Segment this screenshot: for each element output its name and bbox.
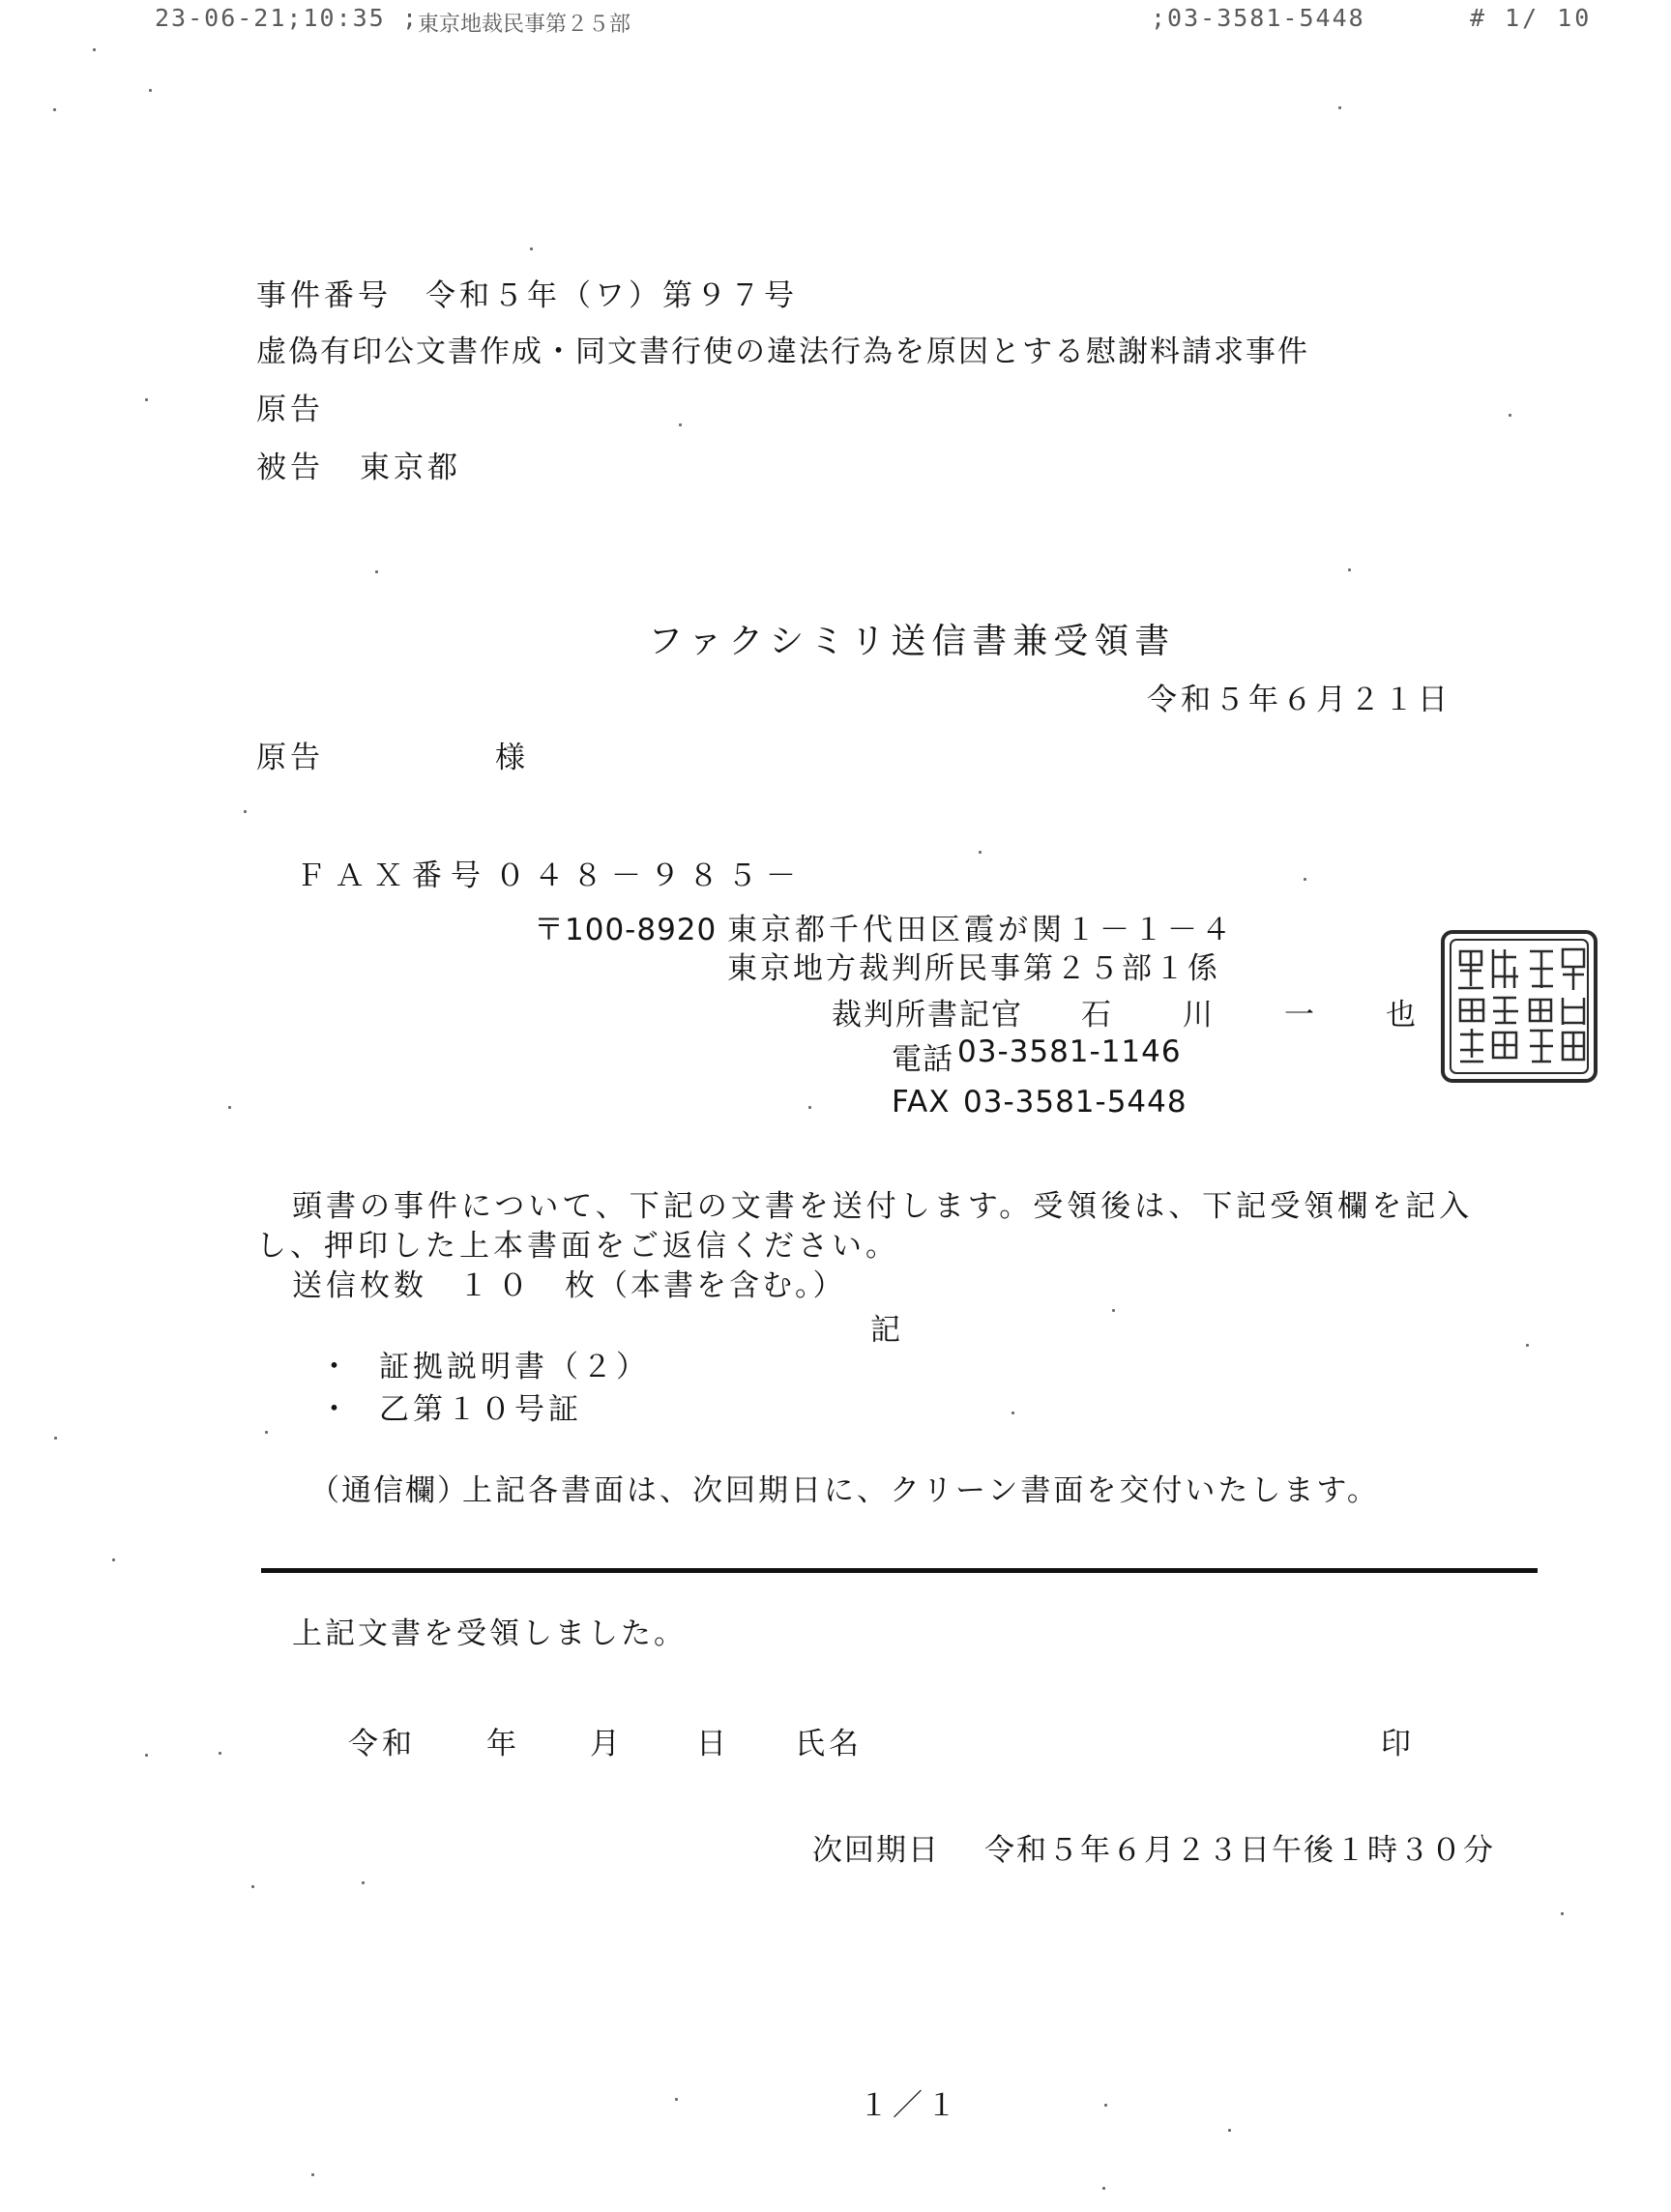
receipt-era: 令和 — [348, 1727, 416, 1761]
scan-speck — [530, 247, 533, 250]
list-item-bullet: ・ — [319, 1392, 353, 1427]
scan-speck — [1338, 106, 1341, 109]
sender-phone: 03-3581-1146 — [957, 1034, 1182, 1069]
scan-speck — [1104, 2104, 1107, 2107]
body-line-1: 頭書の事件について、下記の文書を送付します。受領後は、下記受領欄を記入 — [292, 1189, 1474, 1224]
clerk-title: 裁判所書記官 — [832, 998, 1023, 1033]
fax-sender-number: ;03-3581-5448 — [1151, 4, 1365, 32]
plaintiff-label: 原告 — [256, 393, 324, 427]
receipt-name-label: 氏名 — [795, 1727, 863, 1761]
scan-speck — [251, 1885, 254, 1888]
scan-speck — [54, 1437, 57, 1440]
scan-speck — [311, 2173, 314, 2176]
recipient-honorific: 様 — [495, 741, 529, 775]
scan-speck — [362, 1881, 365, 1884]
receipt-seal-label: 印 — [1381, 1727, 1415, 1761]
list-item: 乙第１０号証 — [379, 1392, 582, 1427]
comm-text: 上記各書面は、次回期日に、クリーン書面を交付いたします。 — [462, 1473, 1380, 1508]
receipt-received-text: 上記文書を受領しました。 — [292, 1616, 687, 1651]
next-hearing-label: 次回期日 — [812, 1833, 940, 1868]
document-date: 令和５年６月２１日 — [1147, 683, 1451, 717]
scan-speck — [112, 1558, 115, 1561]
scan-speck — [265, 1431, 268, 1434]
receipt-divider — [261, 1568, 1538, 1573]
sender-postal: 〒100-8920 — [534, 913, 718, 947]
sender-address: 東京都千代田区霞が関１－１－４ — [727, 913, 1235, 947]
scan-speck — [1112, 1309, 1115, 1312]
defendant-label: 被告 — [256, 451, 324, 485]
pages-unit: 枚（本書を含む。） — [565, 1268, 846, 1303]
scan-speck — [228, 1106, 231, 1109]
scan-speck — [979, 851, 982, 854]
fax-timestamp: 23-06-21;10:35 — [155, 4, 386, 32]
body-line-2: し、押印した上本書面をご返信ください。 — [256, 1229, 899, 1264]
scan-speck — [53, 108, 56, 111]
case-number-label: 事件番号 — [256, 278, 392, 313]
case-title: 虚偽有印公文書作成・同文書行使の違法行為を原因とする慰謝料請求事件 — [256, 335, 1309, 369]
scan-speck — [1509, 414, 1511, 417]
comm-label: （通信欄） — [309, 1473, 469, 1508]
receipt-year: 年 — [486, 1727, 520, 1761]
sender-fax: 03-3581-5448 — [963, 1085, 1187, 1120]
scan-speck — [679, 423, 682, 426]
list-item-bullet: ・ — [319, 1350, 353, 1384]
ki-heading: 記 — [870, 1313, 904, 1348]
scan-speck — [1102, 2187, 1105, 2190]
scan-speck — [808, 1106, 811, 1109]
scan-speck — [1228, 2129, 1231, 2132]
list-item: 証拠説明書（２） — [379, 1350, 650, 1384]
sender-court: 東京地方裁判所民事第２５部１係 — [727, 951, 1220, 986]
scan-speck — [149, 89, 152, 92]
scan-speck — [1304, 878, 1306, 881]
scan-speck — [675, 2098, 678, 2101]
clerk-name: 石 川 一 也 — [1081, 998, 1420, 1033]
scan-speck — [219, 1752, 221, 1755]
document-title: ファクシミリ送信書兼受領書 — [648, 622, 1176, 661]
pages-value: １０ — [458, 1268, 538, 1303]
fax-page-indicator: # 1/ 10 — [1470, 4, 1593, 32]
scan-speck — [1011, 1412, 1014, 1414]
court-clerk-seal — [1439, 928, 1599, 1085]
defendant-value: 東京都 — [360, 451, 461, 485]
scan-speck — [145, 398, 148, 401]
page-number: １／１ — [859, 2088, 960, 2123]
receipt-day: 日 — [696, 1727, 730, 1761]
recipient-label: 原告 — [256, 741, 324, 775]
recipient-fax-label: ＦＡＸ番号 — [296, 859, 489, 893]
scan-speck — [145, 1754, 148, 1757]
scan-speck — [1561, 1912, 1564, 1915]
case-number-value: 令和５年（ワ）第９７号 — [425, 278, 798, 313]
scan-speck — [1348, 568, 1351, 571]
scan-speck — [1526, 1344, 1529, 1347]
sender-fax-label: FAX — [892, 1085, 951, 1120]
next-hearing-value: 令和５年６月２３日午後１時３０分 — [984, 1833, 1495, 1868]
scan-speck — [375, 570, 378, 573]
scan-speck — [244, 810, 247, 813]
scan-speck — [93, 48, 96, 51]
fax-sender: 東京地裁民事第２５部 — [418, 13, 631, 37]
recipient-fax-value: ０４８－９８５－ — [495, 859, 805, 893]
sender-phone-label: 電話 — [892, 1042, 953, 1077]
receipt-month: 月 — [590, 1727, 624, 1761]
fax-sender-prefix: ; — [402, 4, 420, 32]
pages-label: 送信枚数 — [292, 1268, 427, 1303]
